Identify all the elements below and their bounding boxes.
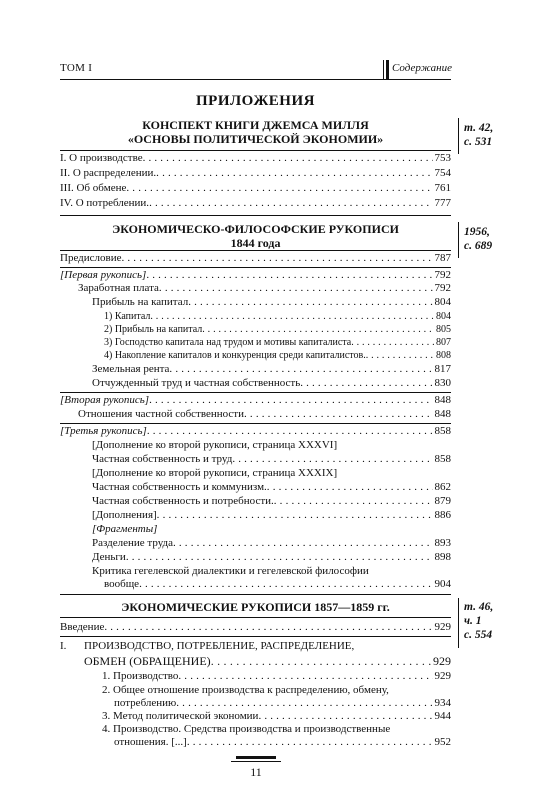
toc-entry[interactable]	[114, 736, 451, 749]
toc-entry[interactable]	[60, 252, 451, 265]
section-title-line: «ОСНОВЫ ПОЛИТИЧЕСКОЙ ЭКОНОМИИ»	[127, 132, 384, 146]
section-rule	[60, 215, 451, 216]
section-title-line: КОНСПЕКТ КНИГИ ДЖЕМСА МИЛЛЯ	[142, 118, 369, 132]
toc-entry-label: I. О производстве	[60, 152, 143, 164]
reference-bar	[458, 118, 459, 154]
toc-entry-label: Заработная плата	[78, 282, 159, 294]
running-header-volume: ТОМ I	[60, 62, 93, 74]
section-title-epm	[60, 222, 451, 250]
toc-entry-page: 792	[434, 282, 451, 294]
toc-entry[interactable]	[92, 551, 451, 564]
toc-entry-label: Критика гегелевской диалектики и гегелевской философии	[92, 565, 369, 577]
toc-entry[interactable]	[60, 425, 451, 438]
section-rule	[60, 617, 451, 618]
toc-entry-label: Разделение труда	[92, 537, 173, 549]
header-divider-thick	[386, 60, 389, 80]
toc-entry[interactable]	[104, 310, 451, 323]
toc-entry[interactable]	[102, 670, 451, 683]
toc-entry-label: 2. Общее отношение производства к распределению, обмену,	[102, 684, 389, 696]
toc-entry-label: Предисловие	[60, 252, 122, 264]
toc-entry-label: Прибыль на капитал	[92, 296, 189, 308]
folio-rule-thin	[231, 761, 281, 762]
toc-entry-page: 862	[434, 481, 451, 493]
toc-entry[interactable]	[102, 710, 451, 723]
toc-entry-page: 817	[434, 363, 451, 375]
toc-entry-page: 848	[434, 394, 451, 406]
toc-entry-label: [Первая рукопись]	[60, 269, 147, 281]
reference-line: т. 42,	[464, 122, 494, 134]
toc-entry[interactable]	[92, 363, 451, 376]
reference-line: с. 554	[464, 629, 493, 641]
toc-entry-page: 929	[434, 670, 451, 682]
toc-entry-page: 787	[434, 252, 451, 264]
toc-entry[interactable]	[92, 509, 451, 522]
toc-entry[interactable]	[78, 282, 451, 295]
toc-entry-page: 807	[436, 337, 451, 348]
source-reference	[464, 121, 534, 149]
source-reference	[464, 225, 534, 253]
part-title-line: ПРОИЗВОДСТВО, ПОТРЕБЛЕНИЕ, РАСПРЕДЕЛЕНИЕ,	[84, 640, 355, 652]
toc-entry-label: Частная собственность и коммунизм.	[92, 481, 267, 493]
toc-entry-label: Частная собственность и потребности.	[92, 495, 274, 507]
toc-entry-page: 753	[434, 152, 451, 164]
source-reference	[464, 600, 534, 642]
toc-entry-label: 4. Производство. Средства производства и производственные	[102, 723, 391, 735]
toc-entry-label: [Фрагменты]	[92, 523, 158, 535]
toc-entry[interactable]	[60, 269, 451, 282]
section-rule	[60, 594, 451, 595]
reference-line: 1956,	[464, 226, 490, 238]
part-number: I.	[60, 640, 67, 652]
toc-entry-label: II. О распределении.	[60, 167, 157, 179]
toc-entry-label: [Дополнения]	[92, 509, 157, 521]
toc-entry[interactable]	[60, 152, 451, 165]
section-title-line: ЭКОНОМИЧЕСКО-ФИЛОСОФСКИЕ РУКОПИСИ	[112, 222, 399, 236]
toc-entry-page: 805	[436, 324, 451, 335]
toc-entry-label: 1. Производство	[102, 670, 179, 682]
toc-entry[interactable]	[104, 349, 451, 362]
page-number: 11	[250, 765, 262, 779]
section-rule	[60, 150, 451, 151]
entry-rule	[60, 636, 451, 637]
reference-line: т. 46,	[464, 601, 494, 613]
entry-rule	[60, 423, 451, 424]
toc-entry[interactable]	[92, 481, 451, 494]
header-underline	[60, 79, 451, 80]
toc-entry[interactable]	[92, 296, 451, 309]
toc-entry[interactable]	[104, 578, 451, 591]
toc-entry[interactable]	[104, 336, 451, 349]
folio-rule-thick	[236, 756, 276, 759]
reference-line: с. 689	[464, 240, 493, 252]
toc-entry-page: 858	[434, 453, 451, 465]
section-title-mill	[60, 118, 451, 146]
toc-entry[interactable]	[92, 377, 451, 390]
toc-entry[interactable]	[60, 394, 451, 407]
toc-entry-label: [Дополнение ко второй рукописи, страница XXXIX]	[92, 467, 338, 479]
toc-entry-label: Отчужденный труд и частная собственность	[92, 377, 301, 389]
toc-entry-label: III. Об обмене	[60, 182, 127, 194]
toc-entry[interactable]	[60, 167, 451, 180]
toc-entry-page: 929	[434, 621, 451, 633]
toc-entry-page: 944	[434, 710, 451, 722]
page-title: ПРИЛОЖЕНИЯ	[196, 93, 315, 109]
toc-entry-label: 3) Господство капитала над трудом и мотивы капиталиста	[104, 337, 352, 348]
toc-entry[interactable]	[92, 453, 451, 466]
toc-entry-page: 879	[434, 495, 451, 507]
toc-entry-label: 3. Метод политической экономии	[102, 710, 259, 722]
toc-entry-page: 792	[434, 269, 451, 281]
reference-line: с. 531	[464, 136, 493, 148]
toc-entry-label: [Дополнение ко второй рукописи, страница XXXVI]	[92, 439, 338, 451]
toc-entry-label: Введение	[60, 621, 105, 633]
toc-entry-label: ОБМЕН (ОБРАЩЕНИЕ)	[84, 654, 211, 668]
toc-entry-page: 761	[434, 182, 451, 194]
toc-entry[interactable]	[92, 495, 451, 508]
toc-entry-label: Деньги	[92, 551, 126, 563]
toc-entry-page: 754	[434, 167, 451, 179]
toc-entry[interactable]	[114, 697, 451, 710]
running-header-section: Содержание	[392, 62, 453, 74]
toc-entry-label: [Вторая рукопись]	[60, 394, 150, 406]
toc-entry-label: потреблению	[114, 697, 177, 709]
section-title-line: 1844 года	[230, 236, 281, 250]
toc-entry-page: 934	[434, 697, 451, 709]
reference-line: ч. 1	[464, 615, 482, 627]
toc-entry-page: 952	[434, 736, 451, 748]
section-title-grundrisse	[60, 600, 451, 614]
section-rule	[60, 250, 451, 251]
reference-bar	[458, 222, 459, 258]
toc-entry[interactable]	[84, 655, 451, 668]
toc-entry-page: 858	[434, 425, 451, 437]
toc-entry-label: Земельная рента	[92, 363, 170, 375]
header-divider-thin	[383, 60, 384, 80]
toc-entry[interactable]	[60, 182, 451, 195]
toc-entry-page: 904	[434, 578, 451, 590]
entry-rule	[60, 392, 451, 393]
toc-entry-page: 804	[434, 296, 451, 308]
toc-entry-page: 804	[436, 311, 451, 322]
toc-entry-page: 886	[434, 509, 451, 521]
toc-entry-label: [Третья рукопись]	[60, 425, 147, 437]
reference-bar	[458, 598, 459, 648]
entry-rule	[60, 267, 451, 268]
toc-entry-label: Отношения частной собственности	[78, 408, 245, 420]
toc-entry-page: 893	[434, 537, 451, 549]
toc-entry-label: 4) Накопление капиталов и конкуренция среди капиталистов.	[104, 350, 366, 361]
toc-entry-page: 929	[433, 654, 451, 668]
toc-entry-label: вообще	[104, 578, 140, 590]
toc-entry-label: 2) Прибыль на капитал	[104, 324, 203, 335]
toc-entry-page: 898	[434, 551, 451, 563]
toc-entry-page: 848	[434, 408, 451, 420]
toc-entry[interactable]	[92, 537, 451, 550]
toc-entry-label: отношения. [...]	[114, 736, 187, 748]
toc-entry[interactable]	[104, 323, 451, 336]
toc-entry-label: IV. О потреблении.	[60, 197, 150, 209]
toc-entry-label: Частная собственность и труд	[92, 453, 233, 465]
toc-entry-label: 1) Капитал	[104, 311, 151, 322]
toc-entry[interactable]	[78, 408, 451, 421]
toc-entry-page: 808	[436, 350, 451, 361]
toc-entry[interactable]	[60, 621, 451, 634]
toc-entry-page: 830	[434, 377, 451, 389]
section-title-line: ЭКОНОМИЧЕСКИЕ РУКОПИСИ 1857—1859 гг.	[121, 600, 390, 614]
toc-entry[interactable]	[60, 197, 451, 210]
toc-entry-page: 777	[434, 197, 451, 209]
